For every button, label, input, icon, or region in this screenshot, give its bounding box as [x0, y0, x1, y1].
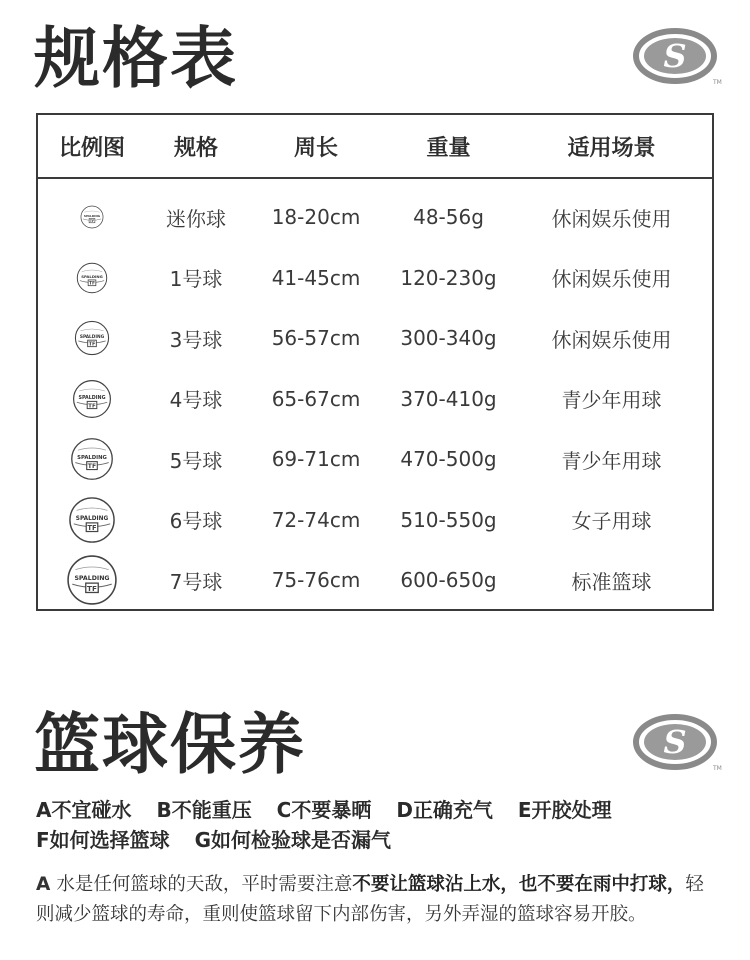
size-cell: 4号球 [169, 388, 223, 413]
circumference-cell: 69-71cm [271, 447, 361, 472]
basketball-icon [76, 262, 108, 294]
circumference-cell: 72-74cm [271, 507, 361, 532]
tab-choose-ball[interactable]: F如何选择篮球 [36, 828, 170, 852]
svg-text:SPALDING: SPALDING [78, 395, 106, 401]
spec-section-title: 规格表 [34, 20, 238, 97]
usage-cell: 休闲娱乐使用 [551, 267, 672, 292]
svg-text:TF: TF [88, 341, 96, 348]
ball-image-cell [38, 262, 146, 294]
header-circumference: 周长 [293, 135, 338, 161]
ball-image-cell [38, 437, 146, 481]
basketball-icon [72, 379, 112, 419]
weight-cell: 510-550g [400, 507, 497, 532]
care-topic-tabs [36, 795, 726, 855]
usage-cell: 青少年用球 [561, 448, 662, 473]
size-cell: 1号球 [169, 267, 223, 292]
table-row [38, 369, 712, 430]
weight-cell: 300-340g [400, 326, 497, 351]
circumference-cell: 56-57cm [271, 326, 361, 351]
weight-cell: 600-650g [400, 568, 497, 593]
table-row [38, 187, 712, 248]
tab-leak-check[interactable]: G如何检验球是否漏气 [194, 828, 392, 852]
svg-text:S: S [663, 37, 687, 75]
weight-cell: 48-56g [413, 205, 484, 230]
spalding-logo-icon [633, 712, 722, 772]
paragraph-text-1: 水是任何篮球的天敌，平时需要注意 [56, 874, 353, 895]
tab-no-sun[interactable]: C不要暴晒 [276, 798, 372, 822]
table-row [38, 550, 712, 611]
table-body [38, 179, 712, 611]
header-weight: 重量 [426, 135, 471, 161]
basketball-icon [74, 320, 110, 356]
care-paragraph [36, 870, 718, 930]
header-size: 规格 [173, 135, 218, 161]
svg-text:TF: TF [87, 463, 97, 471]
size-cell: 3号球 [169, 327, 223, 352]
usage-cell: 青少年用球 [561, 388, 662, 413]
header-usage: 适用场景 [567, 135, 656, 161]
svg-text:TF: TF [88, 403, 96, 410]
tab-no-water[interactable]: A不宜碰水 [36, 798, 132, 822]
header-scale-image: 比例图 [58, 135, 125, 161]
size-cell: 迷你球 [166, 206, 226, 231]
svg-text:SPALDING: SPALDING [79, 335, 105, 341]
care-section-title: 篮球保养 [34, 706, 306, 783]
svg-text:SPALDING: SPALDING [81, 273, 103, 279]
weight-cell: 370-410g [400, 386, 497, 411]
circumference-cell: 75-76cm [271, 568, 361, 593]
circumference-cell: 18-20cm [271, 205, 361, 230]
usage-cell: 休闲娱乐使用 [551, 327, 672, 352]
tab-no-pressure[interactable]: B不能重压 [156, 798, 252, 822]
paragraph-text-2: 轻则减少篮球的寿命，重则使篮球留下内部伤害，另外弄湿的篮球容易开胶。 [36, 874, 704, 925]
ball-image-cell [38, 320, 146, 356]
size-cell: 6号球 [169, 509, 223, 534]
table-row [38, 429, 712, 490]
size-cell: 5号球 [169, 448, 223, 473]
basketball-icon [66, 554, 118, 606]
svg-text:SPALDING: SPALDING [83, 214, 101, 219]
table-header-row [38, 115, 712, 179]
spec-table [36, 113, 714, 611]
usage-cell: 标准篮球 [571, 569, 652, 594]
table-row [38, 308, 712, 369]
ball-image-cell [38, 205, 146, 229]
svg-text:S: S [663, 723, 687, 761]
svg-text:TF: TF [89, 219, 95, 224]
ball-image-cell [38, 379, 146, 419]
basketball-icon [80, 205, 104, 229]
svg-text:TF: TF [88, 281, 96, 287]
size-cell: 7号球 [169, 569, 223, 594]
weight-cell: 470-500g [400, 447, 497, 472]
svg-text:TF: TF [87, 523, 97, 532]
svg-text:TF: TF [87, 584, 97, 594]
paragraph-bold: 不要让篮球沾上水，也不要在雨中打球， [352, 874, 686, 895]
usage-cell: 女子用球 [571, 509, 652, 534]
tab-glue-repair[interactable]: E开胶处理 [517, 798, 612, 822]
paragraph-letter: A [36, 874, 51, 895]
ball-image-cell [38, 496, 146, 544]
table-row [38, 248, 712, 309]
basketball-icon [70, 437, 114, 481]
weight-cell: 120-230g [400, 265, 497, 290]
basketball-icon [68, 496, 116, 544]
circumference-cell: 41-45cm [271, 265, 361, 290]
svg-text:TM: TM [713, 79, 722, 86]
svg-text:SPALDING: SPALDING [74, 575, 110, 583]
circumference-cell: 65-67cm [271, 386, 361, 411]
usage-cell: 休闲娱乐使用 [551, 206, 672, 231]
tab-inflation[interactable]: D正确充气 [396, 798, 493, 822]
svg-text:SPALDING: SPALDING [77, 455, 107, 462]
svg-text:SPALDING: SPALDING [75, 515, 109, 522]
spalding-logo-icon [633, 26, 722, 86]
svg-text:TM: TM [713, 765, 722, 772]
table-row [38, 490, 712, 551]
ball-image-cell [38, 554, 146, 606]
